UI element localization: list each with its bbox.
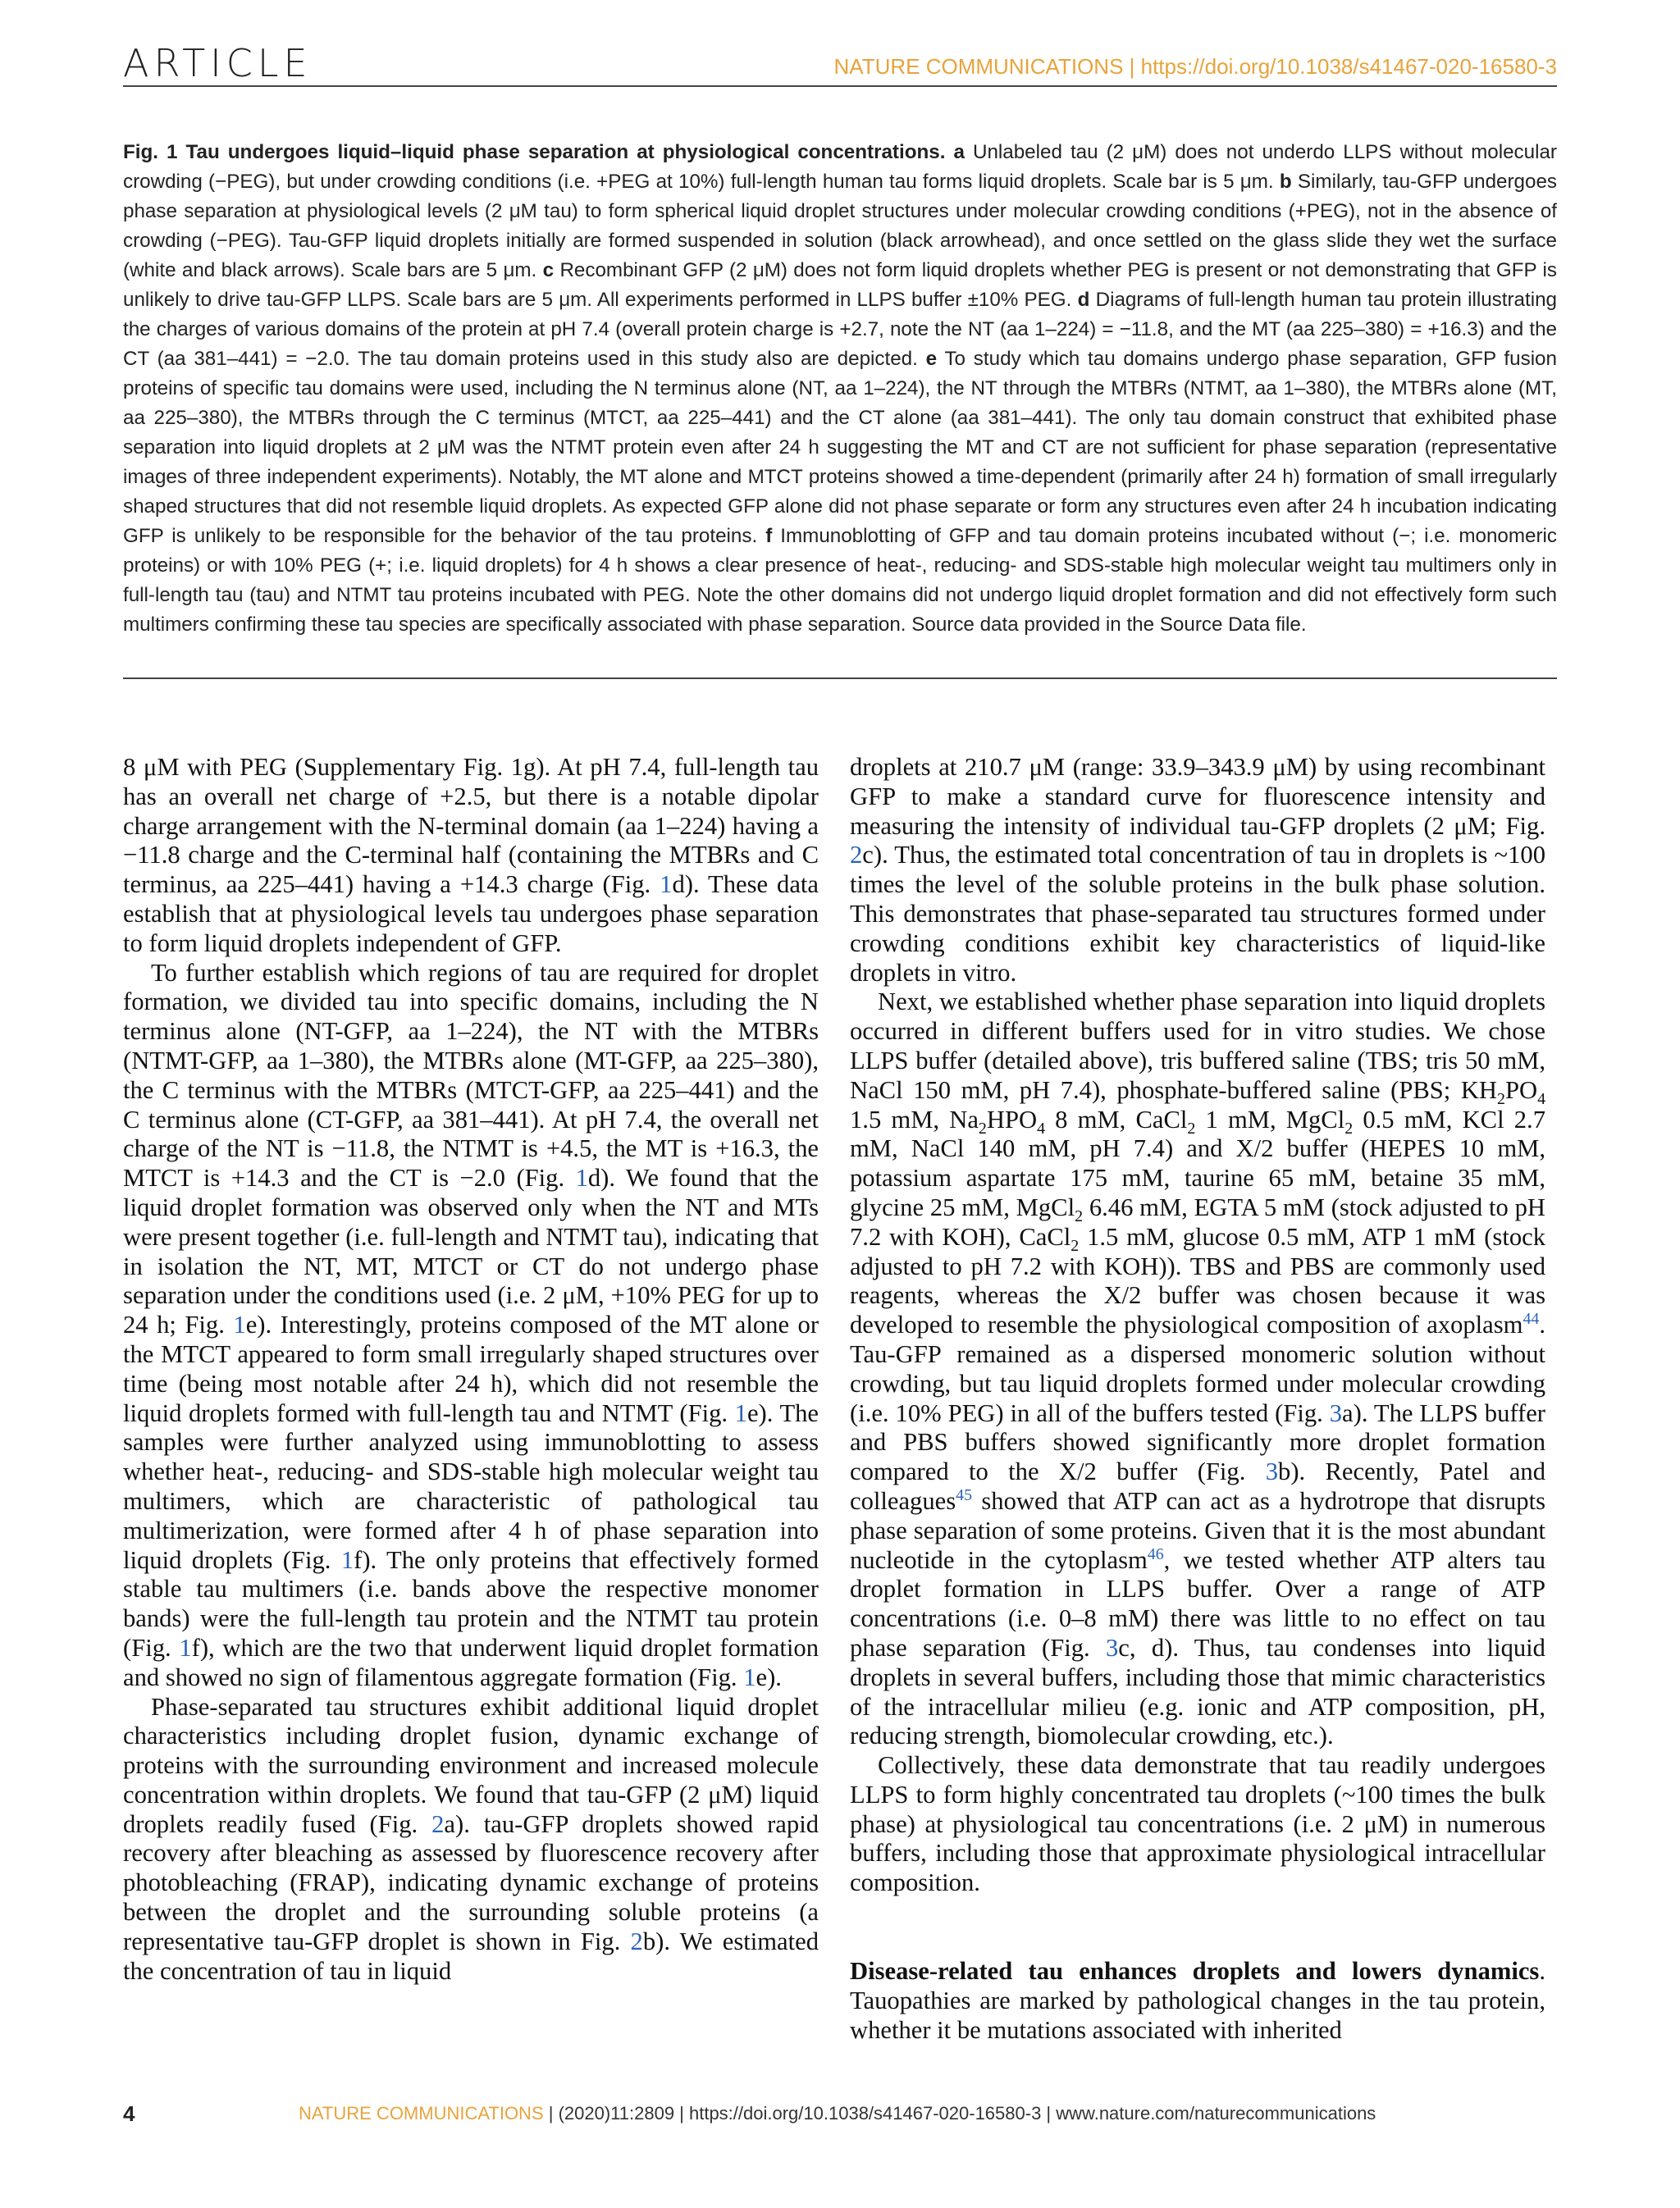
text-run: 1 mM, MgCl <box>1195 1105 1345 1134</box>
text-run: b). We estimated the concentration of tau in liquid <box>123 1927 819 1985</box>
caption-panel-e-label: e <box>925 348 938 370</box>
text-run: To further establish which regions of tau are required for droplet formation, we divided tau into specific domains, including the N terminus alone (NT-GFP, aa 1–224), the NT with the MTBRs (NTMT-GFP, aa 1–380), the MTBRs alone (MT-GFP, aa 225–380), the C terminus with the MTBRs (MTCT-GFP, aa 225–441) and the C terminus alone (CT-GFP, aa 381–441). At pH 7.4, the overall net charge of the NT is −11.8, the NTMT is +4.5, the MT is +16.3, the MTCT is +14.3 and the CT is −2.0 (Fig. <box>123 958 819 1193</box>
figure-ref-link[interactable]: 1 <box>340 1545 354 1574</box>
figure-ref-link[interactable]: 3 <box>1106 1633 1119 1662</box>
figure-ref-link[interactable]: 2 <box>850 841 863 869</box>
figure-ref-link[interactable]: 1 <box>743 1663 756 1691</box>
journal-doi-link[interactable]: NATURE COMMUNICATIONS | https://doi.org/10.1038/s41467-020-16580-3 <box>833 54 1557 79</box>
text-run: e). Interestingly, proteins composed of the MT alone or the MTCT appeared to form small irregularly shaped structures over time (being most notable after 24 h), which did not resemble the liquid droplets formed with full-length tau and NTMT (Fig. <box>123 1311 819 1427</box>
caption-label: Fig. 1 <box>123 141 178 163</box>
figure-ref-link[interactable]: 1 <box>179 1633 192 1662</box>
subscript: 2 <box>1071 1236 1080 1255</box>
section-heading: Disease-related tau enhances droplets and lowers dynamics <box>850 1957 1540 1986</box>
text-run: f). The only proteins that effectively formed stable tau multimers (i.e. bands above the respective monomer bands) were the full-length tau protein and the NTMT tau protein (Fig. <box>123 1545 819 1662</box>
text-run: . Tauopathies are marked by pathological changes in the tau protein, whether it be mutations associated with inherited <box>850 1957 1545 2044</box>
text-run: 8 mM, CaCl <box>1045 1105 1188 1134</box>
paragraph <box>123 959 819 1693</box>
text-run: 0.5 mM, KCl 2.7 mM, NaCl 140 mM, pH 7.4) and X/2 buffer (HEPES 10 mM, potassium aspartate 175 mM, taurine 65 mM, betaine 35 mM, glycine 25 mM, MgCl <box>850 1105 1545 1221</box>
caption-panel-c-label: c <box>542 259 555 281</box>
text-run: c, d). Thus, tau condenses into liquid droplets in several buffers, including those that mimic characteristics of the intracellular milieu (e.g. ionic and ATP composition, pH, reducing strength, biomolecular crowding, etc.). <box>850 1633 1545 1750</box>
text-run: 1.5 mM, Na <box>850 1105 979 1134</box>
text-run: d). These data establish that at physiological levels tau undergoes phase separation to form liquid droplets independent of GFP. <box>123 870 819 957</box>
caption-divider <box>123 677 1557 679</box>
text-run: 6.46 mM, EGTA 5 mM (stock adjusted to pH 7.2 with KOH), CaCl <box>850 1193 1545 1251</box>
figure-caption <box>123 138 1557 640</box>
paragraph <box>850 988 1545 1751</box>
subscript: 2 <box>1075 1207 1084 1226</box>
figure-ref-link[interactable]: 1 <box>734 1398 747 1427</box>
citation-ref-link[interactable]: 44 <box>1522 1309 1540 1328</box>
text-run: Phase-separated tau structures exhibit additional liquid droplet characteristics including droplet fusion, dynamic exchange of proteins with the surrounding environment and increased molecule concentration within droplets. We found that tau-GFP (2 μM) liquid droplets readily fused (Fig. <box>123 1692 819 1838</box>
paragraph <box>123 1693 819 1987</box>
text-run: a). The LLPS buffer and PBS buffers showed significantly more droplet formation compared to the X/2 buffer (Fig. <box>850 1398 1545 1486</box>
body-column-right <box>850 753 1545 2045</box>
text-run: Next, we established whether phase separation into liquid droplets occurred in different buffers used for in vitro studies. We chose LLPS buffer (detailed above), tris buffered saline (TBS; tris 50 mM, NaCl 150 mM, pH 7.4), phosphate-buffered saline (PBS; KH <box>850 988 1545 1104</box>
footer-citation <box>299 2103 1376 2124</box>
paragraph: Collectively, these data demonstrate that tau readily undergoes LLPS to form highly concentrated tau droplets (~100 times the bulk phase) at physiological tau concentrations (i.e. 2 μM) in numerous buffers, including those that approximate physiological intracellular composition. <box>850 1751 1545 1897</box>
caption-panel-b-text: Similarly, tau-GFP undergoes phase separation at physiological levels (2 μM tau) to form spherical liquid droplet structures under molecular crowding conditions (+PEG), not in the absence of crowding (−PEG). Tau-GFP liquid droplets initially are formed suspended in solution (black arrowhead), and once settled on the glass slide they wet the surface (white and black arrows). Scale bars are 5 μm. <box>123 171 1558 281</box>
paragraph <box>850 1957 1545 2045</box>
caption-title: Tau undergoes liquid–liquid phase separation at physiological concentrations. <box>185 141 946 163</box>
subscript: 2 <box>1187 1119 1196 1138</box>
figure-ref-link[interactable]: 1 <box>660 870 673 899</box>
text-run: c). Thus, the estimated total concentration of tau in droplets is ~100 times the level of the soluble proteins in the bulk phase solution. This demonstrates that phase-separated tau structures formed under crowding conditions exhibit key characteristics of liquid-like droplets in vitro. <box>850 841 1545 987</box>
figure-ref-link[interactable]: 2 <box>431 1809 445 1838</box>
caption-panel-f-label: f <box>765 525 773 547</box>
subscript: 4 <box>1037 1119 1045 1138</box>
paragraph <box>123 753 819 959</box>
text-run: showed that ATP can act as a hydrotrope that disrupts phase separation of some proteins. Given that it is the most abundant nucleotide in the cytoplasm <box>850 1486 1545 1574</box>
section-spacer <box>850 1898 1545 1957</box>
text-run: e). <box>756 1663 782 1691</box>
text-run: e). The samples were further analyzed using immunoblotting to assess whether heat-, reducing- and SDS-stable high molecular weight tau multimers, which are characteristic of pathological tau multimerization, were formed after 4 h of phase separation into liquid droplets (Fig. <box>123 1398 819 1574</box>
subscript: 4 <box>1537 1089 1545 1108</box>
subscript: 2 <box>1497 1089 1505 1108</box>
text-run: , we tested whether ATP alters tau droplet formation in LLPS buffer. Over a range of ATP concentrations (i.e. 0–8 mM) there was little to no effect on tau phase separation (Fig. <box>850 1545 1545 1662</box>
subscript: 2 <box>1344 1119 1354 1138</box>
body-column-left <box>123 753 819 1986</box>
figure-ref-link[interactable]: 2 <box>630 1927 643 1955</box>
paragraph <box>850 753 1545 988</box>
text-run: 1.5 mM, glucose 0.5 mM, ATP 1 mM (stock adjusted to pH 7.2 with KOH)). TBS and PBS are commonly used reagents, whereas the X/2 buffer was chosen because it was developed to resemble the physiological composition of axoplasm <box>850 1222 1545 1339</box>
figure-ref-link[interactable]: 1 <box>575 1164 588 1193</box>
caption-panel-b-label: b <box>1279 171 1292 193</box>
text-run: a). tau-GFP droplets showed rapid recovery after bleaching as assessed by fluorescence recovery after photobleaching (FRAP), indicating dynamic exchange of proteins between the droplet and the surrounding soluble proteins (a representative tau-GFP droplet is shown in Fig. <box>123 1809 819 1955</box>
text-run: PO <box>1504 1075 1538 1104</box>
caption-panel-f-text: Immunoblotting of GFP and tau domain proteins incubated without (−; i.e. monomeric proteins) or with 10% PEG (+; i.e. liquid droplets) for 4 h shows a clear presence of heat-, reducing- and SDS-stable high molecular weight tau multimers only in full-length tau (tau) and NTMT tau proteins incubated with PEG. Note the other domains did not undergo liquid droplet formation and did not effectively form such multimers confirming these tau species are specifically associated with phase separation. Source data provided in the Source Data file. <box>123 525 1557 636</box>
section-label: ARTICLE <box>123 41 313 85</box>
figure-ref-link[interactable]: 3 <box>1265 1458 1279 1486</box>
text-run: droplets at 210.7 μM (range: 33.9–343.9 μM) by using recombinant GFP to make a standard curve for fluorescence intensity and measuring the intensity of individual tau-GFP droplets (2 μM; Fig. <box>850 753 1545 840</box>
subscript: 2 <box>978 1119 987 1138</box>
footer-journal-name: NATURE COMMUNICATIONS <box>299 2103 544 2124</box>
figure-ref-link[interactable]: 1 <box>233 1311 246 1339</box>
caption-panel-e-text: To study which tau domains undergo phase separation, GFP fusion proteins of specific tau domains were used, including the N terminus alone (NT, aa 1–224), the NT through the MTBRs (NTMT, aa 1–380), the MTBRs alone (MT, aa 225–380), the MTBRs through the C terminus (MTCT, aa 225–441) and the CT alone (aa 381–441). The only tau domain construct that exhibited phase separation into liquid droplets at 2 μM was the NTMT protein even after 24 h suggesting the MT and CT are not sufficient for phase separation (representative images of three independent experiments). Notably, the MT alone and MTCT proteins showed a time-dependent (primarily after 24 h) formation of small irregularly shaped structures that did not resemble liquid droplets. As expected GFP alone did not phase separate or form any structures even after 24 h incubation indicating GFP is unlikely to be responsible for the behavior of the tau proteins. <box>123 348 1557 547</box>
caption-panel-d-text: Diagrams of full-length human tau protein illustrating the charges of various domains of the protein at pH 7.4 (overall protein charge is +2.7, note the NT (aa 1–224) = −11.8, and the MT (aa 225–380) = +16.3) and the CT (aa 381–441) = −2.0. The tau domain proteins used in this study also are depicted. <box>123 289 1557 370</box>
citation-ref-link[interactable]: 45 <box>956 1485 972 1504</box>
header-divider <box>123 85 1557 87</box>
caption-panel-d-label: d <box>1077 289 1090 311</box>
citation-ref-link[interactable]: 46 <box>1147 1544 1164 1563</box>
text-run: 8 μM with PEG (Supplementary Fig. 1g). At pH 7.4, full-length tau has an overall net charge of +2.5, but there is a notable dipolar charge arrangement with the N-terminal domain (aa 1–224) having a −11.8 charge and the C-terminal half (containing the MTBRs and C terminus, aa 225–441) having a +14.3 charge (Fig. <box>123 753 819 899</box>
caption-panel-a-label: a <box>953 141 965 163</box>
text-run: . Tau-GFP remained as a dispersed monomeric solution without crowding, but tau liquid droplets formed under molecular crowding (i.e. 10% PEG) in all of the buffers tested (Fig. <box>850 1311 1545 1427</box>
figure-ref-link[interactable]: 3 <box>1329 1398 1343 1427</box>
text-run: b). Recently, Patel and colleagues <box>850 1458 1545 1515</box>
text-run: HPO <box>986 1105 1038 1134</box>
page-number: 4 <box>123 2101 135 2126</box>
text-run: f), which are the two that underwent liquid droplet formation and showed no sign of filamentous aggregate formation (Fig. <box>123 1633 819 1691</box>
text-run: d). We found that the liquid droplet formation was observed only when the NT and MTs were present together (i.e. full-length and NTMT tau), indicating that in isolation the NT, MT, MTCT or CT do not undergo phase separation under the conditions used (i.e. 2 μM, +10% PEG for up to 24 h; Fig. <box>123 1164 819 1339</box>
caption-panel-a-text: Unlabeled tau (2 μM) does not underdo LLPS without molecular crowding (−PEG), but under crowding conditions (i.e. +PEG at 10%) full-length human tau forms liquid droplets. Scale bar is 5 μm. <box>123 141 1557 193</box>
footer-citation-text: | (2020)11:2809 | https://doi.org/10.1038/s41467-020-16580-3 | www.nature.com/naturecommunications <box>543 2103 1376 2124</box>
caption-panel-c-text: Recombinant GFP (2 μM) does not form liquid droplets whether PEG is present or not demonstrating that GFP is unlikely to drive tau-GFP LLPS. Scale bars are 5 μm. All experiments performed in LLPS buffer ±10% PEG. <box>123 259 1557 311</box>
